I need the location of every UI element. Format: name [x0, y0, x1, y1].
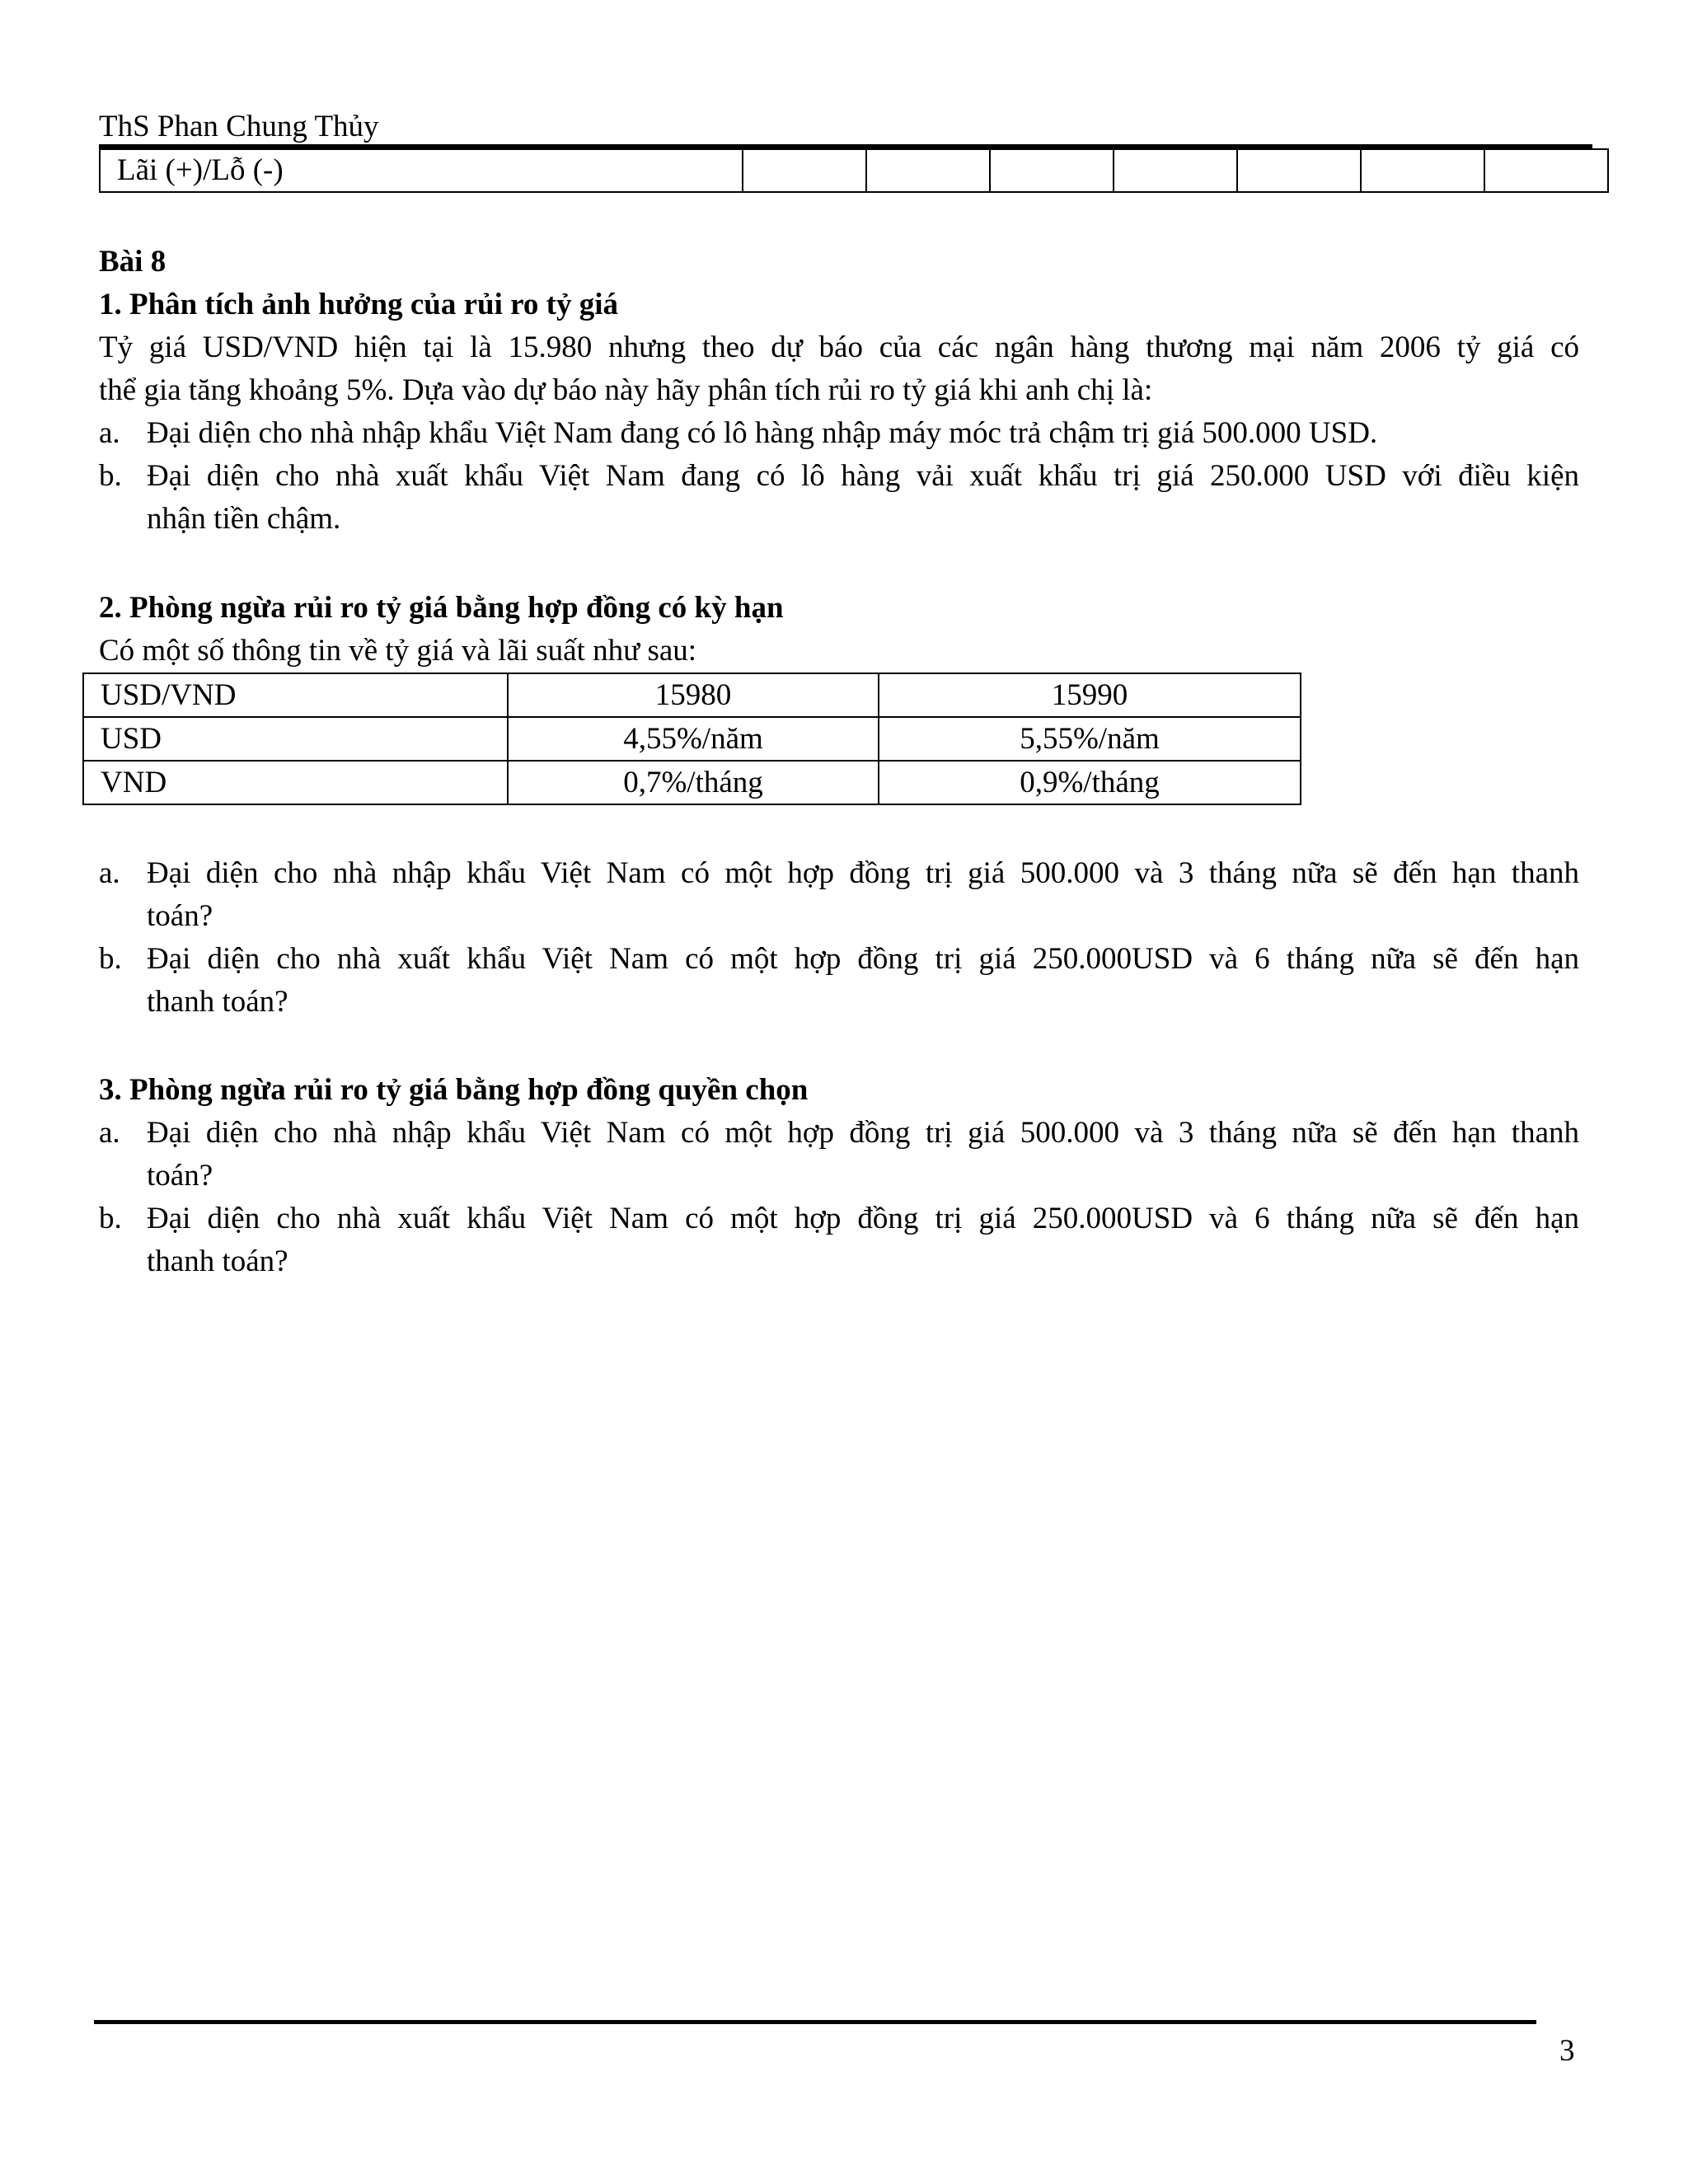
rate-table: [82, 673, 1301, 805]
item-marker: b.: [99, 942, 122, 976]
empty-cell: [990, 149, 1114, 192]
item-text: Đại diện cho nhà xuất khẩu Việt Nam đang có lô hàng vải xuất khẩu trị giá 250.000 USD với điều kiện: [147, 459, 1579, 493]
section3-item-a: [99, 1112, 1579, 1197]
header-author: ThS Phan Chung Thủy: [99, 110, 379, 143]
item-marker: a.: [99, 1116, 120, 1150]
table-cell: 5,55%/năm: [879, 717, 1301, 761]
table-row: [83, 717, 1301, 761]
item-text: toán?: [147, 899, 213, 933]
item-text: Đại diện cho nhà xuất khẩu Việt Nam có một hợp đồng trị giá 250.000USD và 6 tháng nữa sẽ đến hạn: [147, 1202, 1579, 1235]
item-marker: b.: [99, 1202, 122, 1235]
table-row: [100, 149, 1608, 192]
item-text: Đại diện cho nhà xuất khẩu Việt Nam có một hợp đồng trị giá 250.000USD và 6 tháng nữa sẽ đến hạn: [147, 942, 1579, 976]
empty-cell: [743, 149, 866, 192]
table-row: [83, 673, 1301, 717]
table-row: [83, 761, 1301, 804]
section2-item-b: [99, 938, 1579, 1024]
empty-cell: [866, 149, 990, 192]
empty-cell: [1484, 149, 1608, 192]
section2-item-a: [99, 852, 1579, 938]
section1-item-a: [99, 412, 1579, 455]
table-cell: USD: [83, 717, 508, 761]
item-text: toán?: [147, 1159, 213, 1193]
item-marker: a.: [99, 416, 120, 450]
section3-item-b: [99, 1197, 1579, 1283]
table-cell: USD/VND: [83, 673, 508, 717]
table-cell: 15980: [508, 673, 879, 717]
table-cell: 15990: [879, 673, 1301, 717]
footer-rule: [94, 2020, 1536, 2024]
section1-item-b: [99, 455, 1579, 541]
item-marker: b.: [99, 459, 122, 493]
item-text: Đại diện cho nhà nhập khẩu Việt Nam có một hợp đồng trị giá 500.000 và 3 tháng nữa sẽ đến hạn thanh: [147, 856, 1579, 890]
table-cell: 0,7%/tháng: [508, 761, 879, 804]
section1-intro: [99, 326, 1579, 412]
item-marker: a.: [99, 856, 120, 890]
table-cell: VND: [83, 761, 508, 804]
section3-heading: 3. Phòng ngừa rủi ro tỷ giá bằng hợp đồng quyền chọn: [99, 1073, 809, 1107]
item-text: Đại diện cho nhà nhập khẩu Việt Nam đang có lô hàng nhập máy móc trả chậm trị giá 500.000 USD.: [147, 416, 1378, 450]
table-cell: 4,55%/năm: [508, 717, 879, 761]
item-text: thanh toán?: [147, 985, 288, 1019]
empty-cell: [1237, 149, 1361, 192]
section2-intro: Có một số thông tin về tỷ giá và lãi suất như sau:: [99, 634, 697, 668]
empty-cell: [1361, 149, 1484, 192]
item-text: Đại diện cho nhà nhập khẩu Việt Nam có một hợp đồng trị giá 500.000 và 3 tháng nữa sẽ đến hạn thanh: [147, 1116, 1579, 1150]
profit-loss-table: [99, 148, 1609, 193]
page-number: 3: [1559, 2034, 1575, 2068]
exercise-title: Bài 8: [99, 245, 166, 279]
section1-heading: 1. Phân tích ảnh hưởng của rủi ro tỷ giá: [99, 288, 618, 321]
intro-line: thể gia tăng khoảng 5%. Dựa vào dự báo này hãy phân tích rủi ro tỷ giá khi anh chị là:: [99, 373, 1153, 407]
table-cell: 0,9%/tháng: [879, 761, 1301, 804]
item-text: thanh toán?: [147, 1244, 288, 1278]
empty-cell: [1114, 149, 1237, 192]
section2-heading: 2. Phòng ngừa rủi ro tỷ giá bằng hợp đồng có kỳ hạn: [99, 591, 784, 625]
intro-line: Tỷ giá USD/VND hiện tại là 15.980 nhưng theo dự báo của các ngân hàng thương mại năm 2006 tỷ giá có: [99, 330, 1579, 364]
item-text: nhận tiền chậm.: [147, 502, 341, 536]
row-label: Lãi (+)/Lỗ (-): [100, 149, 743, 192]
